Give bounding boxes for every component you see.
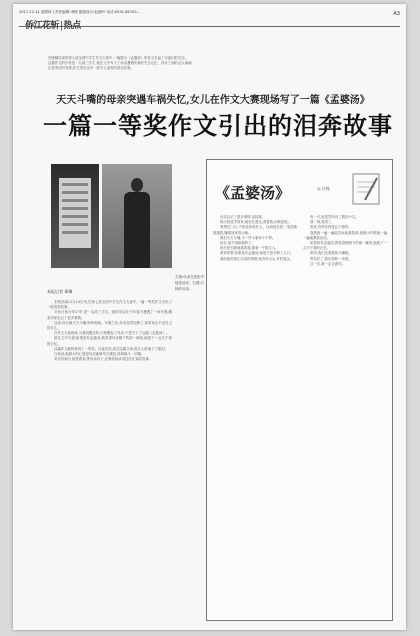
intro-paragraph: 这篇作文的作者是一名高三学生,她在文中写下了母亲遭遇车祸后失去记忆、母女之间的点点滴滴。 <box>48 61 195 66</box>
essay-paragraph: 母亲忘记了很多事情,包括我。 <box>220 215 266 219</box>
newspaper-page <box>13 4 406 630</box>
reporter-byline: 本报记者 郑琳 <box>47 289 73 294</box>
page-number: A3 <box>393 11 400 17</box>
masthead <box>19 10 400 31</box>
person-figure <box>124 178 150 268</box>
essay-paragraph: 我愿意一遍一遍地告诉她我是谁,就像小时候她一遍一遍地教我说话。 <box>303 230 387 240</box>
body-paragraph: 以前,母女俩天天斗嘴,吵吵闹闹。车祸之后,母亲变得安静了,却常常认不出自己的女儿。 <box>47 320 172 331</box>
essay-author: ◎ 白杨 <box>317 186 330 191</box>
essay-paragraph: 现在,她不再和我吵了。 <box>220 241 255 246</box>
essay-paragraph: 如果真有孟婆汤,我希望她喝下的那一碗里,能留下一点关于我的记忆。 <box>303 241 387 251</box>
essay-column-left <box>213 215 297 615</box>
section-logo: 侨江花斩|热点 <box>25 21 81 31</box>
pen-paper-icon <box>347 168 387 208</box>
essay-paragraph: 等你好了,我们再吵一次吧。 <box>310 256 352 261</box>
section-logo-tag: 热点 <box>63 21 81 31</box>
body-paragraph: 白杨说,她最大的心愿是母亲能够早日康复,再和她斗一次嘴。 <box>54 352 145 357</box>
essay-paragraph: 我们天天斗嘴,为一件小事争个不停。 <box>220 235 276 240</box>
body-paragraph: 这篇作文最终获得了一等奖。评委们说,读完这篇文章,很多人都流下了眼泪。 <box>54 346 169 351</box>
body-paragraph: 女孩白杨今年17岁,是一名高三学生。她的母亲在今年春天遭遇了一场车祸,醒来后却忘记了很多事情。 <box>47 310 172 320</box>
essay-paragraph: 原来,有些东西是忘不掉的。 <box>310 225 352 230</box>
phone-screen <box>59 178 91 248</box>
body-paragraph: 本报济南12月14日讯,在第七届全国中学生作文大赛中,一篇一等奖作文引出了一段泪奔故事。 <box>47 300 172 310</box>
photo-caption: 左图:母亲在医院中接受治疗。右图:白杨的母亲。 <box>175 275 205 291</box>
body-paragraph: 采访结束时,她笑着说,等母亲好了,还要给她讲讲这次比赛的故事。 <box>54 357 153 362</box>
essay-paragraph: 我愣在门口,不知道该说什么。以前她总是一见面就数落我,嫌我回来得太晚。 <box>213 225 297 235</box>
essay-title: 《孟婆汤》 <box>215 184 291 202</box>
intro-paragraph: 记者采访时发现,作文背后还有一段令人泪奔的真实故事。 <box>48 66 134 71</box>
phone-photo <box>51 164 99 268</box>
intro-text <box>41 56 386 84</box>
essay-paragraph: 那一刻,我哭了。 <box>310 220 335 225</box>
issue-meta: 2017.12.14 星期四 | 责任编辑:李桃 版面设计:赵晓玲 电话:0531-85193... <box>19 10 141 14</box>
article-body <box>47 300 172 630</box>
body-paragraph: 在作文大赛现场,当看到题目时,白杨想起了母亲,于是写下了这篇《孟婆汤》。 <box>54 331 170 336</box>
essay-paragraph: 我给她讲我们以前的事情,她有时点头,有时摇头。 <box>220 256 294 261</box>
essay-paragraph: 我常常想,如果真有孟婆汤,她是不是多喝了几口。 <box>220 251 294 256</box>
essay-column-right <box>303 215 387 615</box>
article-subtitle: 天天斗嘴的母亲突遇车祸失忆,女儿在作文大赛现场写了一篇《孟婆汤》 <box>56 95 370 106</box>
section-logo-name: 侨江花斩 <box>25 21 60 31</box>
essay-paragraph: 这一次,我一定让着你。 <box>310 261 345 266</box>
body-paragraph: 她在文中写道:如果真有孟婆汤,我希望母亲喝下的那一碗里,能留下一点关于我的记忆。 <box>47 336 172 346</box>
essay-paragraph: 那天我放学回家,她坐在窗边,看着我,问我是谁。 <box>220 220 292 225</box>
mother-photo <box>102 164 172 268</box>
essay-paragraph: 妈妈,我们还要继续斗嘴呢。 <box>310 251 352 256</box>
essay-paragraph: 有一天,她忽然叫出了我的小名。 <box>310 215 359 219</box>
essay-box <box>206 159 393 621</box>
article-headline: 一篇一等奖作文引出的泪奔故事 <box>43 111 393 140</box>
essay-paragraph: 她只是安静地看着我,像看一个陌生人。 <box>220 246 279 251</box>
intro-paragraph: 在刚刚结束的第七届全国中学生作文大赛中,一篇题为《孟婆汤》的作文引起了评委们的关注。 <box>48 56 189 60</box>
